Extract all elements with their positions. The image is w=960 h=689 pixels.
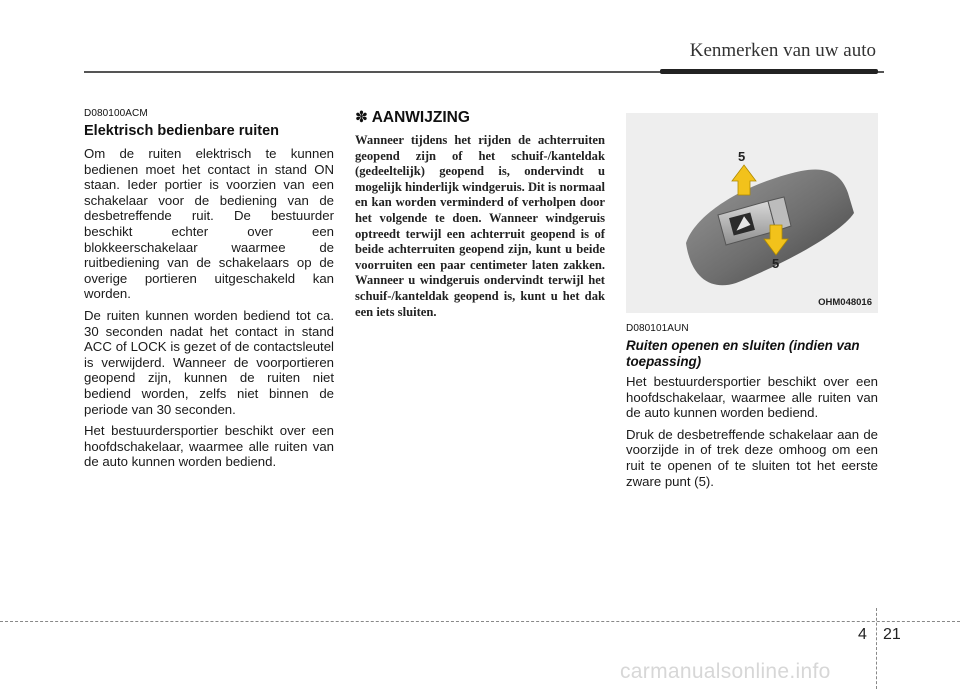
window-switch-figure xyxy=(626,113,878,313)
page-number: 21 xyxy=(883,626,901,643)
note-body: Wanneer tijdens het rijden de achterruiten geopend zijn of het schuif-/kanteldak (gedeeltelijk) geopend is, ondervindt u mogelijk hinderlijk windgeruis. Dit is normaal en kan worden verminderd of verholpen door het volgende te doen. Wanneer windgeruis optreedt terwijl een achterruit geopend is of beide achterruiten geopend zijn, kunt u beide voorruiten een paar centimeter laten zakken. Wanneer u windgeruis ondervindt terwijl het schuif-/kanteldak geopend is, kunt u het dak een iets sluiten. xyxy=(355,133,605,319)
footer-rule xyxy=(0,621,960,622)
paragraph: Het bestuurdersportier beschikt over een hoofdschakelaar, waarmee alle ruiten van de auto kunnen worden bediend. xyxy=(626,374,878,421)
section-heading: Elektrisch bedienbare ruiten xyxy=(84,123,280,139)
header-rule-accent xyxy=(660,69,878,74)
figure-caption: OHM048016 xyxy=(818,297,872,308)
chapter-number: 4 xyxy=(858,626,867,643)
paragraph: Om de ruiten elektrisch te kunnen bedienen moet het contact in stand ON staan. Ieder portier is voorzien van een schakelaar voor de bediening van de desbetreffende ruit. De bestuurder beschikt echter over een blokkeerschakelaar waarmee de ruitbediening van de schakelaars op de overige portieren uitgeschakeld kan worden. xyxy=(84,146,334,302)
paragraph: Het bestuurdersportier beschikt over een hoofdschakelaar, waarmee alle ruiten van de auto kunnen worden bediend. xyxy=(84,423,334,470)
section-code: D080101AUN xyxy=(626,323,689,334)
paragraph: De ruiten kunnen worden bediend tot ca. 30 seconden nadat het contact in stand ACC of LOCK is gezet of de contactsleutel is verwijderd. Wanneer de voorportieren geopend zijn, kunnen de ruiten niet bediend worden, zelfs niet binnen de periode van 30 seconden. xyxy=(84,307,334,417)
footer-divider xyxy=(876,608,877,689)
watermark: carmanualsonline.info xyxy=(620,660,831,683)
header-title: Kenmerken van uw auto xyxy=(689,40,876,61)
section-code: D080100ACM xyxy=(84,108,148,119)
window-switch-illustration xyxy=(626,113,878,313)
label-up: 5 xyxy=(738,149,746,164)
subsection-heading: Ruiten openen en sluiten (indien van toepassing) xyxy=(626,338,860,369)
paragraph: Druk de desbetreffende schakelaar aan de voorzijde in of trek deze omhoog om een ruit te openen of te sluiten tot het eerste zware punt (5). xyxy=(626,426,878,489)
right-column xyxy=(626,113,878,495)
note-title: ✽ AANWIJZING xyxy=(355,109,470,126)
label-down: 5 xyxy=(772,256,780,271)
note-column xyxy=(355,108,605,320)
left-column xyxy=(84,108,334,476)
